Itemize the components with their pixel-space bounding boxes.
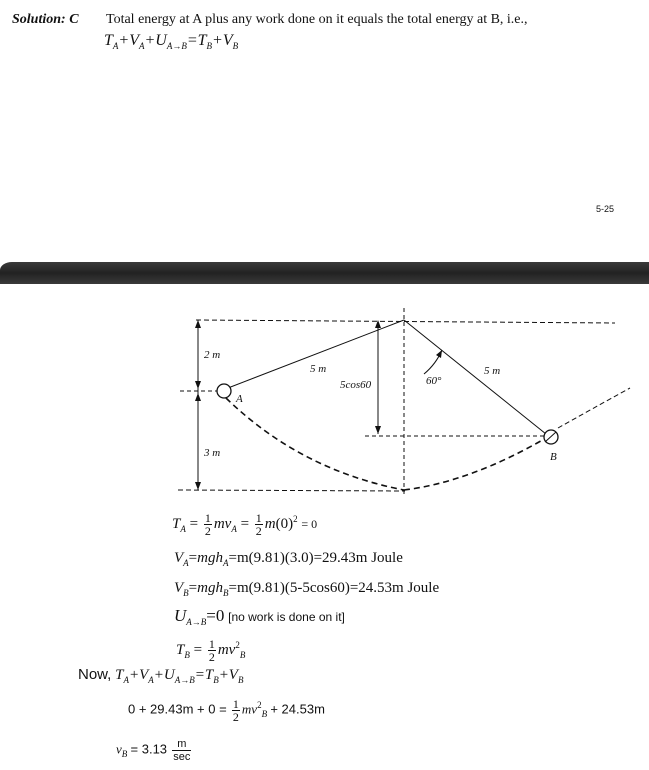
equation-tb: $T_B$ = $\frac{1}{2}$ $mv^2_B$: [176, 637, 246, 664]
solution-statement: Total energy at A plus any work done on it equals the total energy at B, i.e.,: [106, 12, 528, 27]
bob-a: [217, 384, 231, 398]
swing-path-left: [226, 398, 404, 490]
page-number: 5-25: [596, 204, 615, 214]
arrowhead-mid-down: [195, 393, 201, 401]
equation-energy-balance: 0 + 29.43m + 0 = $\frac{1}{2}$ $mv^2_B + 24.53m$: [128, 697, 325, 724]
energy-formula: $T_A+V_A+U_{A\to B}=T_B+V_B$: [104, 32, 239, 52]
label-3m: 3 m: [204, 447, 221, 459]
swing-path-right: [404, 438, 546, 490]
label-60: 60°: [426, 375, 442, 387]
label-point-a: A: [236, 393, 243, 405]
equation-ta: $T_A$ = $\frac{1}{2}$ $mv_A$ = $\frac{1}{2}$ $m(0)^2 = 0$: [172, 511, 318, 538]
equation-uab: $U_{A\to B}=0$ [no work is done on it]: [174, 606, 345, 627]
solution-label: Solution: C: [12, 12, 79, 27]
arrowhead-top: [195, 320, 201, 328]
label-point-b: B: [550, 451, 557, 463]
equation-now: Now, $T_A+V_A+U_{A\to B}=T_B+V_B$: [78, 666, 244, 685]
arrowhead-bottom: [195, 482, 201, 490]
label-5m-right: 5 m: [484, 365, 501, 377]
label-2m: 2 m: [204, 349, 221, 361]
label-5m-left: 5 m: [310, 363, 327, 375]
arrowhead-mid-up: [195, 381, 201, 389]
equation-vb: $V_B=mgh_B=m(9.81)(5-5\cos 60)=24.53m$ Joule: [174, 580, 440, 598]
label-5cos60: 5cos60: [340, 379, 372, 391]
bottom-dashed-line: [178, 490, 405, 491]
equation-vb-result: $v_B = 3.13$ $\frac{m}{\sec}$: [116, 738, 191, 763]
equation-va: $V_A=mgh_A=m(9.81)(3.0)=29.43m$ Joule: [174, 550, 403, 568]
swing-path-extension: [558, 388, 630, 428]
